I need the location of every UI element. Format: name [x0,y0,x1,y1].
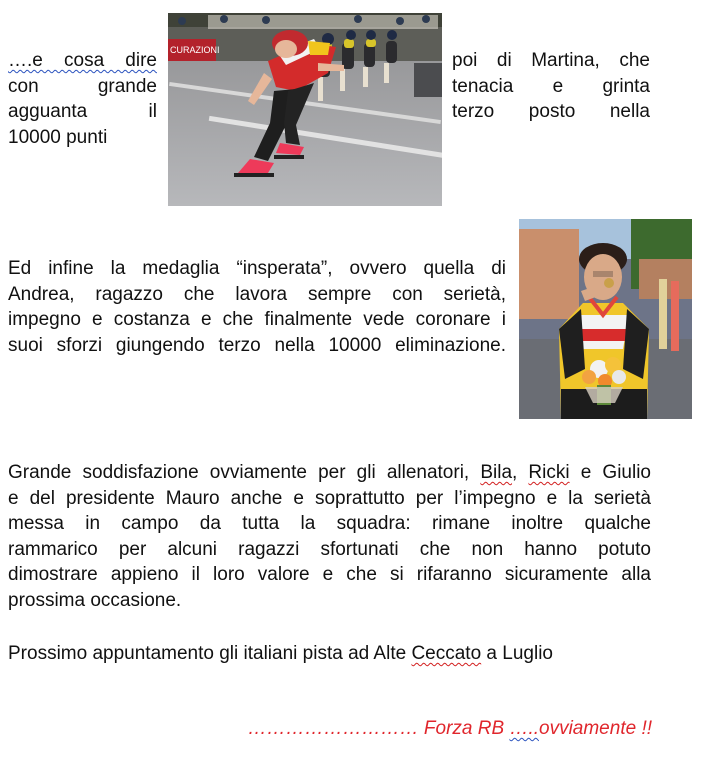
grande-line-1-sep: , [512,462,518,483]
skaters-photo [168,13,442,206]
grande-line-2: e del presidente Mauro anche e soprattutto per l’impegno e la serietà [8,487,651,509]
closing-lead: ……………………… Forza RB [247,718,510,739]
andrea-line-2: Andrea, ragazzo che lavora sempre con serietà, [8,283,506,305]
intro-left-line-1 [8,48,157,74]
grande-line-6: prossima occasione. [8,589,182,611]
andrea-line-3: impegno e costanza e che finalmente vede coronare i [8,309,506,330]
skaters-photo-image [168,13,442,206]
intro-right-text [452,48,650,125]
grande-paragraph [8,460,651,613]
andrea-line-4: suoi sforzi giungendo terzo nella 10000 eliminazione. [8,334,506,356]
intro-right-line-1: poi di Martina, che [452,50,650,71]
grande-line-4: rammarico per alcuni ragazzi sfortunati che non hanno potuto [8,538,651,560]
closing-line [200,718,652,740]
andrea-line-1: Ed infine la medaglia “insperata”, ovvero quella di [8,258,506,279]
sponsor-banner-text: CURAZIONI [170,45,220,55]
andrea-paragraph [8,256,506,358]
medal-photo [519,219,692,419]
medal-photo-image [519,219,692,419]
intro-left-line-1-text: ….e cosa dire [8,50,157,71]
grande-line-1 [8,460,651,486]
intro-right-line-3: terzo posto nella [452,101,650,122]
next-before: Prossimo appuntamento gli italiani pista ad Alte [8,643,412,664]
next-appointment [8,641,668,667]
name-ricki: Ricki [528,462,570,483]
grande-line-5: dimostrare appieno il loro valore e che si rifaranno sicuramente alla [8,564,651,585]
intro-left-line-3: agguanta il [8,101,157,122]
intro-left-line-2: con grande [8,75,157,97]
place-ceccato: Ceccato [411,643,482,664]
grande-line-1-e: e Giulio [580,462,651,483]
grande-line-1-a: Grande soddisfazione ovviamente per gli allenatori, [8,462,470,483]
next-after: a Luglio [481,643,553,664]
closing-dots: ….. [509,718,539,739]
intro-left-text [8,48,157,150]
grande-line-3: messa in campo da tutta la squadra: rimane inoltre qualche [8,513,651,534]
closing-tail: ovviamente !! [539,718,652,739]
name-bila: Bila [480,462,513,483]
intro-left-line-4: 10000 punti [8,126,108,148]
intro-right-line-2: tenacia e grinta [452,75,650,97]
